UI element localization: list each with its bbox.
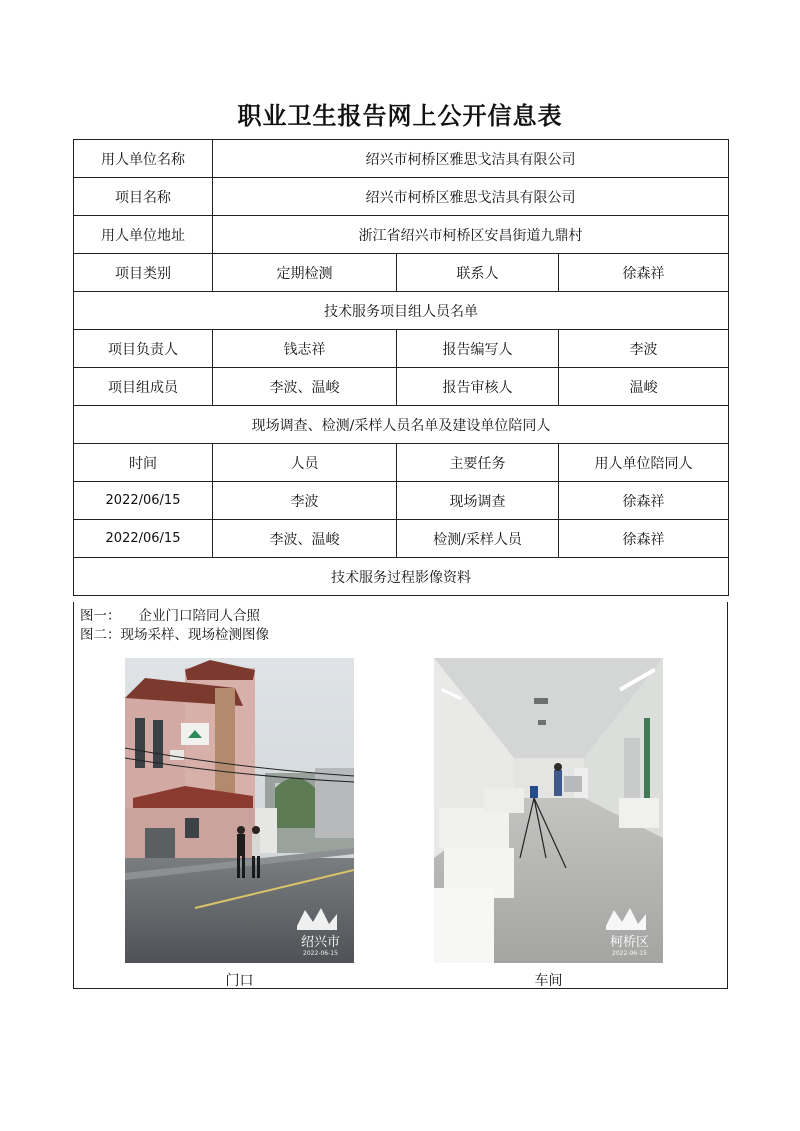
members-label: 项目组成员 [74,368,213,406]
table-row [74,330,729,368]
col-person-header: 人员 [213,444,397,482]
members-value: 李波、温峻 [213,368,397,406]
employer-name-value: 绍兴市柯桥区雅思戈洁具有限公司 [213,140,729,178]
reviewer-label: 报告审核人 [397,368,559,406]
employer-name-label: 用人单位名称 [74,140,213,178]
figure-1-text: 企业门口陪同人合照 [138,608,260,624]
employer-address-value: 浙江省绍兴市柯桥区安昌街道九鼎村 [213,216,729,254]
watermark-place: 柯桥区 [609,935,649,950]
table-row [74,292,729,330]
info-table [73,139,729,596]
project-name-label: 项目名称 [74,178,213,216]
workshop-photo-watermark [610,931,649,957]
survey-task: 检测/采样人员 [397,520,559,558]
table-row [74,254,729,292]
gate-photo [125,658,354,963]
survey-escort: 徐森祥 [559,482,729,520]
gate-photo-label: 门口 [225,973,254,989]
survey-escort: 徐森祥 [559,520,729,558]
contact-label: 联系人 [397,254,559,292]
survey-date: 2022/06/15 [74,520,213,558]
reviewer-value: 温峻 [559,368,729,406]
table-row [74,140,729,178]
project-name-value: 绍兴市柯桥区雅思戈洁具有限公司 [213,178,729,216]
figure-2-caption: 图二：现场采样、现场检测图像 [80,627,269,643]
writer-value: 李波 [559,330,729,368]
leader-value: 钱志祥 [213,330,397,368]
table-row [74,444,729,482]
leader-label: 项目负责人 [74,330,213,368]
images-panel [73,602,728,989]
survey-person: 李波 [213,482,397,520]
workshop-photo [434,658,663,963]
survey-person: 李波、温峻 [213,520,397,558]
col-time-header: 时间 [74,444,213,482]
table-row [74,558,729,596]
project-type-value: 定期检测 [213,254,397,292]
table-row [74,520,729,558]
figure-1-caption [80,604,260,624]
survey-task: 现场调查 [397,482,559,520]
writer-label: 报告编写人 [397,330,559,368]
watermark-date: 2022-06-15 [612,950,647,957]
table-row [74,178,729,216]
employer-address-label: 用人单位地址 [74,216,213,254]
workshop-photo-icon [434,658,663,963]
workshop-photo-label: 车间 [534,973,563,989]
contact-value: 徐森祥 [559,254,729,292]
gate-photo-watermark [301,931,340,957]
gate-photo-icon [125,658,354,963]
table-row [74,482,729,520]
col-task-header: 主要任务 [397,444,559,482]
images-section-header: 技术服务过程影像资料 [74,558,729,596]
team-section-header: 技术服务项目组人员名单 [74,292,729,330]
figure-1-prefix: 图一： [80,608,121,624]
col-escort-header: 用人单位陪同人 [559,444,729,482]
project-type-label: 项目类别 [74,254,213,292]
watermark-date: 2022-06-15 [303,950,338,957]
survey-section-header: 现场调查、检测/采样人员名单及建设单位陪同人 [74,406,729,444]
table-row [74,216,729,254]
page-title: 职业卫生报告网上公开信息表 [237,101,563,130]
table-row [74,406,729,444]
table-row [74,368,729,406]
survey-date: 2022/06/15 [74,482,213,520]
watermark-place: 绍兴市 [300,935,340,950]
